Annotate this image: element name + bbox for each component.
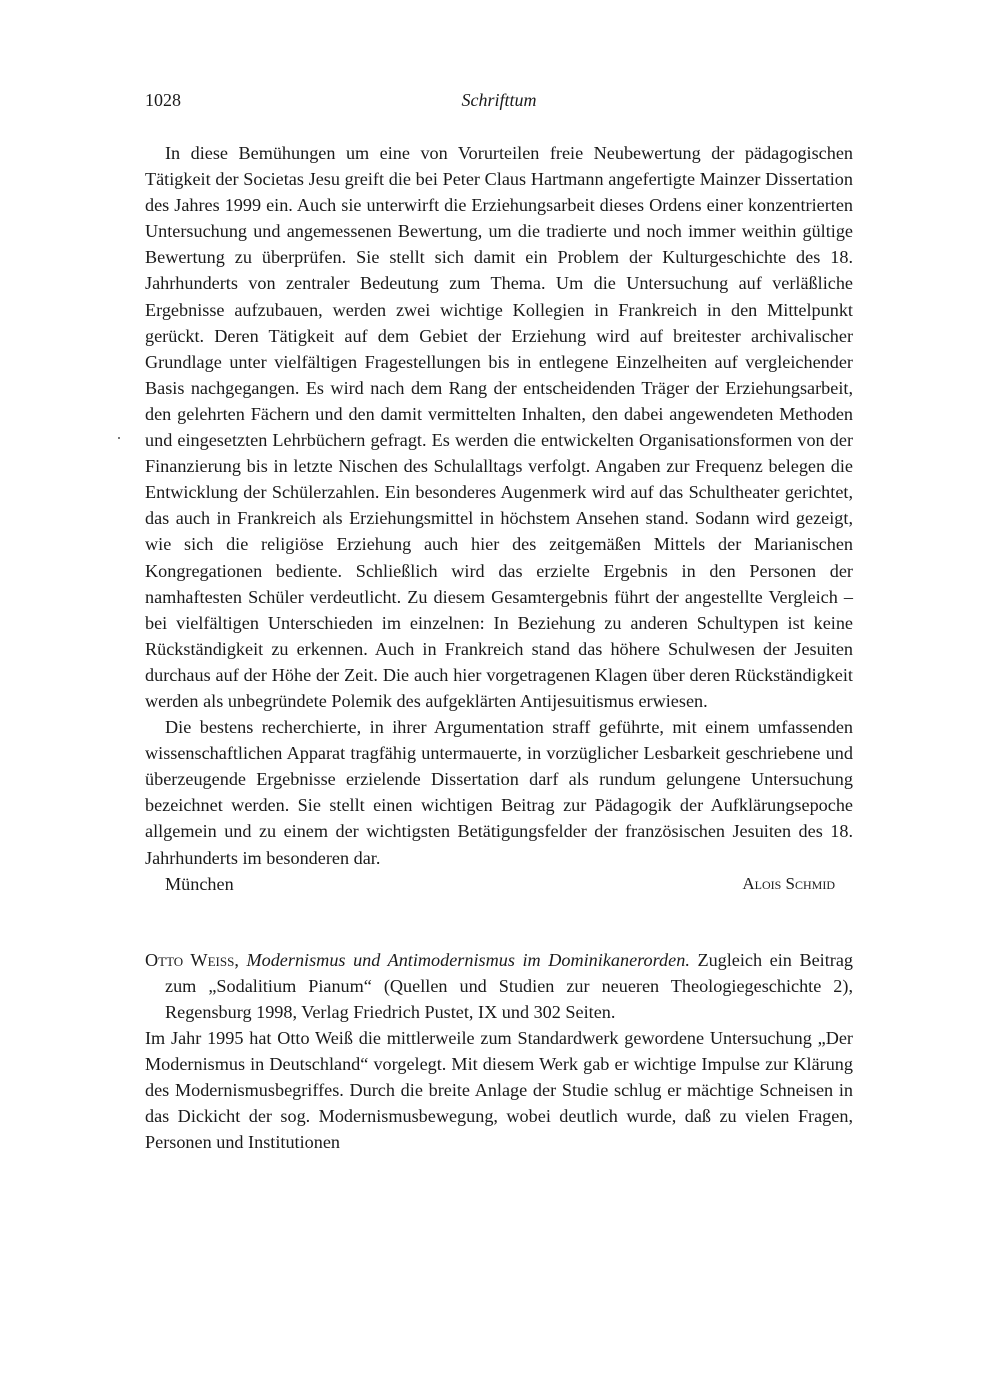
page-number: 1028 [145, 90, 181, 110]
book-citation [145, 947, 853, 1025]
review-paragraph-2: Die bestens recherchierte, in ihrer Argumentation straff geführte, mit einem umfassenden wissenschaftlichen Apparat tragfähig untermauerte, in vorzüglicher Lesbarkeit geschriebene und überzeugende Ergebnisse erzielende Dissertation darf als rundum gelungene Untersuchung bezeichnet werden. Sie stellt einen wichtigen Beitrag zur Pädagogik der Aufklärungsepoche allgemein und zu einem der wichtigsten Betätigungsfelder der französischen Jesuiten des 18. Jahrhunderts im besonderen dar. [145, 717, 853, 868]
reviewer-name: Alois Schmid [742, 873, 835, 893]
book-author: Otto Weiss, [145, 949, 239, 970]
review-alois-schmid [145, 140, 853, 871]
margin-mark [118, 437, 120, 439]
book-bibliography: Zugleich ein Beitrag zum „Sodalitium Pianum“ (Quellen und Studien zur neueren Theologiegeschichte 2), Regensburg 1998, Verlag Friedrich Pustet, IX und 302 Seiten. [165, 949, 854, 1022]
signature-place: München [165, 873, 234, 894]
review-signature [145, 871, 853, 897]
book-title: Modernismus und Antimodernismus im Dominikanerorden. [246, 949, 690, 970]
review-2-paragraph-1: Im Jahr 1995 hat Otto Weiß die mittlerweile zum Standardwerk gewordene Untersuchung „Der Modernismus in Deutschland“ vorgelegt. Mit diesem Werk gab er wichtige Impulse zur Klärung des Modernismusbegriffes. Durch die breite Anlage der Studie schlug er mächtige Schneisen in das Dickicht der sog. Modernismusbewegung, wobei deutlich wurde, daß zu vielen Fragen, Personen und Institutionen [145, 1027, 853, 1153]
running-head [145, 90, 853, 122]
review-paragraph-1: In diese Bemühungen um eine von Vorurteilen freie Neubewertung der pädagogischen Tätigkeit der Societas Jesu greift die bei Peter Claus Hartmann angefertigte Mainzer Dissertation des Jahres 1999 ein. Auch sie unterwirft die Erziehungsarbeit dieses Ordens einer konzentrierten Untersuchung und angemessenen Bewertung, um die tradierte und noch immer weithin gültige Bewertung zu überprüfen. Sie stellt sich damit ein Problem der Kulturgeschichte des 18. Jahrhunderts von zentraler Bedeutung zum Thema. Um die Untersuchung auf verläßliche Ergebnisse aufzubauen, werden zwei wichtige Kollegien in Frankreich in den Mittelpunkt gerückt. Deren Tätigkeit auf dem Gebiet der Erziehung wird auf breitester archivalischer Grundlage unter vielfältigen Fragestellungen bis in entlegene Einzelheiten auf vergleichender Basis nachgegangen. Es wird nach dem Rang der entscheidenden Träger der Erziehungsarbeit, den gelehrten Fächern und den damit vermittelten Inhalten, den dabei angewendeten Methoden und eingesetzten Lehrbüchern gefragt. Es werden die entwickelten Organisationsformen von der Finanzierung bis in letzte Nischen des Schulalltags verfolgt. Angaben zur Frequenz belegen die Entwicklung der Schülerzahlen. Ein besonderes Augenmerk wird auf das Schultheater gerichtet, das auch in Frankreich als Erziehungsmittel in höchstem Ansehen stand. Sodann wird gezeigt, wie sich die religiöse Erziehung auch hier des zeitgemäßen Mittels der Marianischen Kongregationen bediente. Schließlich wird das erzielte Ergebnis in den Personen der namhaftesten Schüler verdeutlicht. Zu diesem Gesamtergebnis führt der angestellte Vergleich – bei vielfältigen Unterschieden im einzelnen: In Beziehung zu anderen Schultypen ist keine Rückständigkeit zu erkennen. Auch in Frankreich stand das höhere Schulwesen der Jesuiten durchaus auf der Höhe der Zeit. Die auch hier vorgetragenen Klagen über deren Rückständigkeit werden als unbegründete Polemik des aufgeklärten Antijesuitismus erwiesen. [145, 143, 853, 711]
running-title: Schrifttum [461, 90, 537, 110]
page [145, 90, 853, 1155]
